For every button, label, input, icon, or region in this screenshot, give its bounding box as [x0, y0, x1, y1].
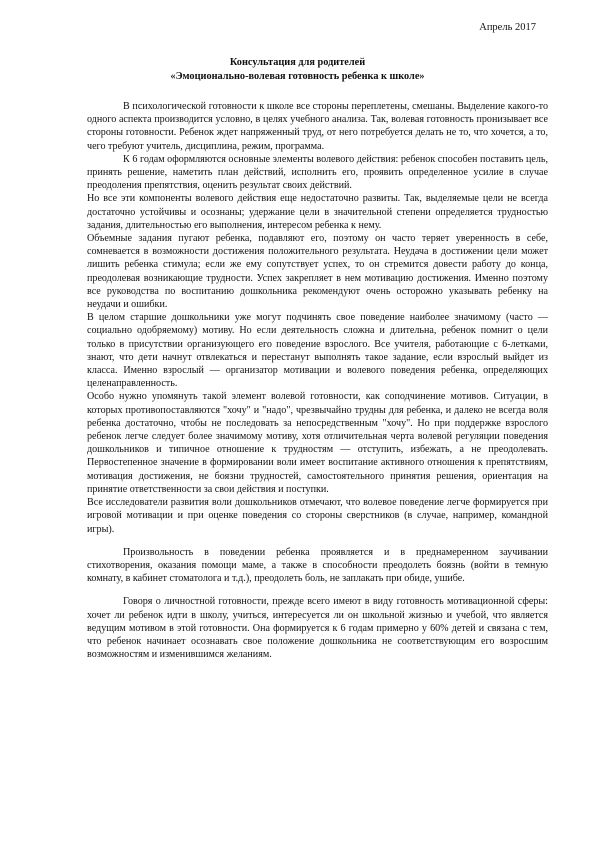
paragraph: К 6 годам оформляются основные элементы волевого действия: ребенок способен поставить цель, принять решение, наметить план действий, исполнить его, проявить определенное усилие в случае преодоления препятствия, оценить результат своих действий. — [87, 153, 548, 192]
paragraph: Говоря о личностной готовности, прежде всего имеют в виду готовность мотивационной сферы: хочет ли ребенок идти в школу, учиться, интересуется ли он школьной жизнью и учебой, что является ведущим мотивом в этой готовности. Она формируется к 6 годам примерно у 60% детей и связана с тем, что ребенок начинает осознавать свое положение дошкольника не соответствующим его возросшим возможностям и изменившимся желаниям. — [87, 596, 548, 661]
document-subtitle: «Эмоционально-волевая готовность ребенка к школе» — [170, 71, 425, 82]
document-header — [88, 56, 507, 84]
paragraph: Все исследователи развития воли дошкольников отмечают, что волевое поведение легче формируется при игровой мотивации и при оценке поведения со стороны сверстников (в случае, например, командной игры). — [87, 497, 548, 535]
paragraph: Произвольность в поведении ребенка проявляется и в преднамеренном заучивании стихотворения, оказания помощи маме, а также в способности преодолеть боязнь (войти в темную комнату, в кабинет стоматолога и т.д.), преодолеть боль, не заплакать при обиде, ушибе. — [87, 546, 548, 585]
paragraph: В целом старшие дошкольники уже могут подчинять свое поведение наиболее значимому (часто — социально одобряемому) мотиву. Но если деятельность сложна и длительна, ребенок помнит о цели только в присутствии организующего его поведение взрослого. Все учителя, работающие с 6-летками, знают, что дети начнут отвлекаться и перестанут выполнять такое задание, если взрослый выйдет из класса. Именно взрослый — организатор мотивации и волевого поведения ребенка, определяющих целенаправленность. — [87, 312, 548, 390]
document-title: Консультация для родителей — [229, 57, 366, 68]
paragraph: В психологической готовности к школе все стороны переплетены, смешаны. Выделение какого-то одного аспекта производится условно, в целях учебного анализа. Так, волевая готовность пронизывает все стороны готовности. Ребенок ждет напряженный труд, от него потребуется делать не то, что хочется, а то, чего требуют учитель, дисциплина, режим, программа. — [87, 101, 548, 152]
paragraph: Но все эти компоненты волевого действия еще недостаточно развиты. Так, выделяемые цели не всегда достаточно устойчивы и осознаны; удержание цели в значительной степени определяется трудностью задания, длительностью его выполнения, интересом ребенка к нему. — [87, 193, 548, 231]
paragraph: Объемные задания пугают ребенка, подавляют его, поэтому он часто теряет уверенность в себе, сомневается в возможности достижения положительного результата. Неудача в достижении цели может лишить ребенка стимула; если же ему сопутствует успех, то он стремится довести работу до конца, преодолевая возникающие трудности. Успех закрепляет в нем мотивацию достижения. Именно поэтому все руководства по воспитанию дошкольника рекомендуют очень осторожно указывать ребенку на неудачи и ошибки. — [87, 233, 548, 311]
document-date: Апрель 2017 — [479, 22, 536, 33]
document-body — [87, 100, 548, 661]
paragraph: Особо нужно упомянуть такой элемент волевой готовности, как соподчинение мотивов. Ситуации, в которых противопоставляются "хочу" и "надо", чрезвычайно трудны для ребенка, и далеко не всегда воля ребенка достаточно, чтобы не последовать за непосредственным "хочу". Но при поддержке взрослого ребенок легче следует более значимому мотиву, хотя отличительная черта волевой регуляции поведения дошкольников и типичное отношение к трудностям — отступить, избежать, а не преодолевать. Первостепенное значение в формировании воли имеет воспитание активного отношения к препятствиям, мотивация достижения, не боязни трудностей, самостоятельного принятия решения, ориентация на принятие ответственности за свои действия и поступки. — [87, 391, 548, 495]
